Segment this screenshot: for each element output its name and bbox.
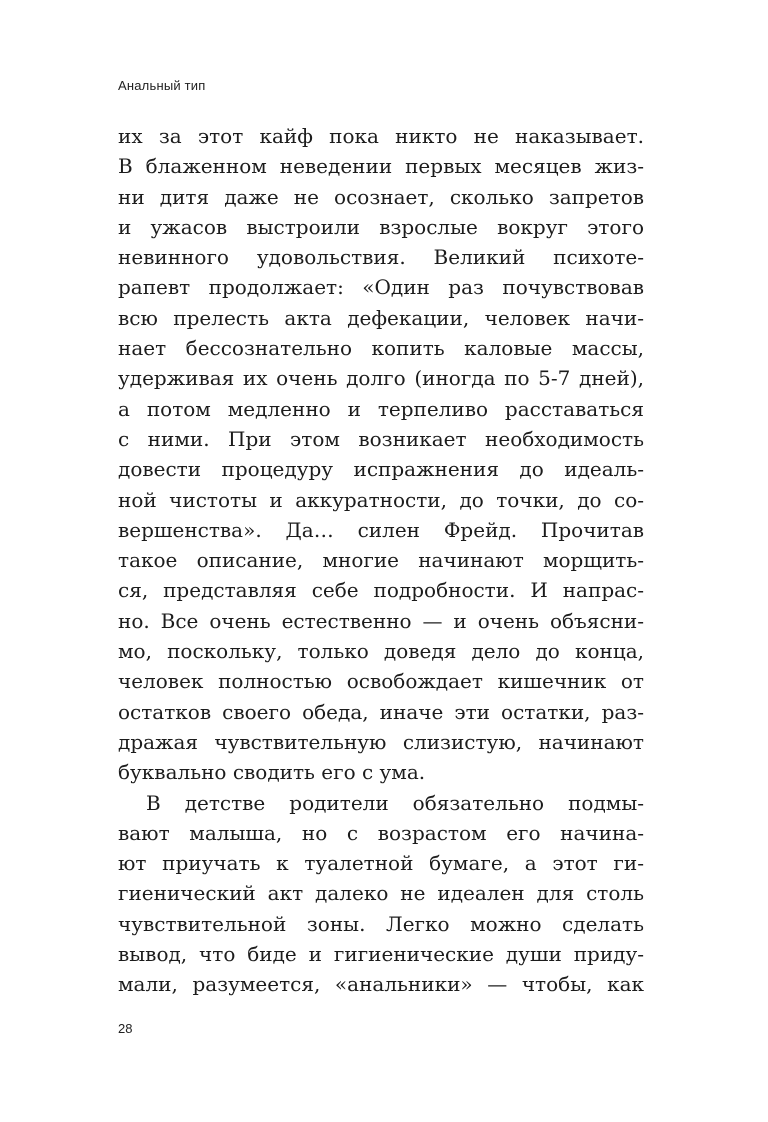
paragraph-end-line: буквально сводить его с ума. xyxy=(118,760,426,785)
text-line: и ужасов выстроили взрослые вокруг этого xyxy=(118,214,644,239)
text-line: В блаженном неведении первых месяцев жиз- xyxy=(118,154,644,179)
text-line: чувствительной зоны. Легко можно сделать xyxy=(118,911,644,936)
text-line: а потом медленно и терпеливо расставаться xyxy=(118,396,644,421)
text-line: их за этот кайф пока никто не наказывает. xyxy=(118,124,644,148)
text-line: вывод, что биде и гигиенические души приду- xyxy=(118,942,644,967)
page-body-text xyxy=(118,121,644,1000)
text-line: дражая чувствительную слизистую, начинают xyxy=(118,729,644,754)
paragraph-first-line: В детстве родители обязательно подмы- xyxy=(146,790,644,815)
running-header: Анальный тип xyxy=(118,78,206,93)
text-line: с ними. При этом возникает необходимость xyxy=(118,426,644,451)
page-number: 28 xyxy=(118,1021,133,1036)
text-line: гиенический акт далеко не идеален для столь xyxy=(118,881,644,906)
text-line: удерживая их очень долго (иногда по 5-7 дней), xyxy=(118,366,644,391)
text-line: мали, разумеется, «анальники» — чтобы, как xyxy=(118,972,644,997)
text-line: рапевт продолжает: «Один раз почувствовав xyxy=(118,275,644,300)
text-line: человек полностью освобождает кишечник от xyxy=(118,669,644,694)
text-line: нает бессознательно копить каловые массы, xyxy=(118,336,644,361)
text-line: довести процедуру испражнения до идеаль- xyxy=(118,457,644,482)
text-line: ной чистоты и аккуратности, до точки, до со- xyxy=(118,487,644,512)
text-line: такое описание, многие начинают морщить- xyxy=(118,548,644,573)
text-line: мо, поскольку, только доведя дело до конца, xyxy=(118,639,644,664)
text-line: но. Все очень естественно — и очень объясни- xyxy=(118,608,644,633)
text-line: ни дитя даже не осознает, сколько запретов xyxy=(118,184,644,209)
text-line: ют приучать к туалетной бумаге, а этот ги- xyxy=(118,851,644,876)
text-line: ся, представляя себе подробности. И напрас- xyxy=(118,578,644,603)
text-line: остатков своего обеда, иначе эти остатки, раз- xyxy=(118,699,644,724)
text-line: невинного удовольствия. Великий психоте- xyxy=(118,245,644,270)
text-line: всю прелесть акта дефекации, человек начи- xyxy=(118,305,644,330)
text-line: вершенства». Да… силен Фрейд. Прочитав xyxy=(118,517,644,542)
text-line: вают малыша, но с возрастом его начина- xyxy=(118,820,644,845)
